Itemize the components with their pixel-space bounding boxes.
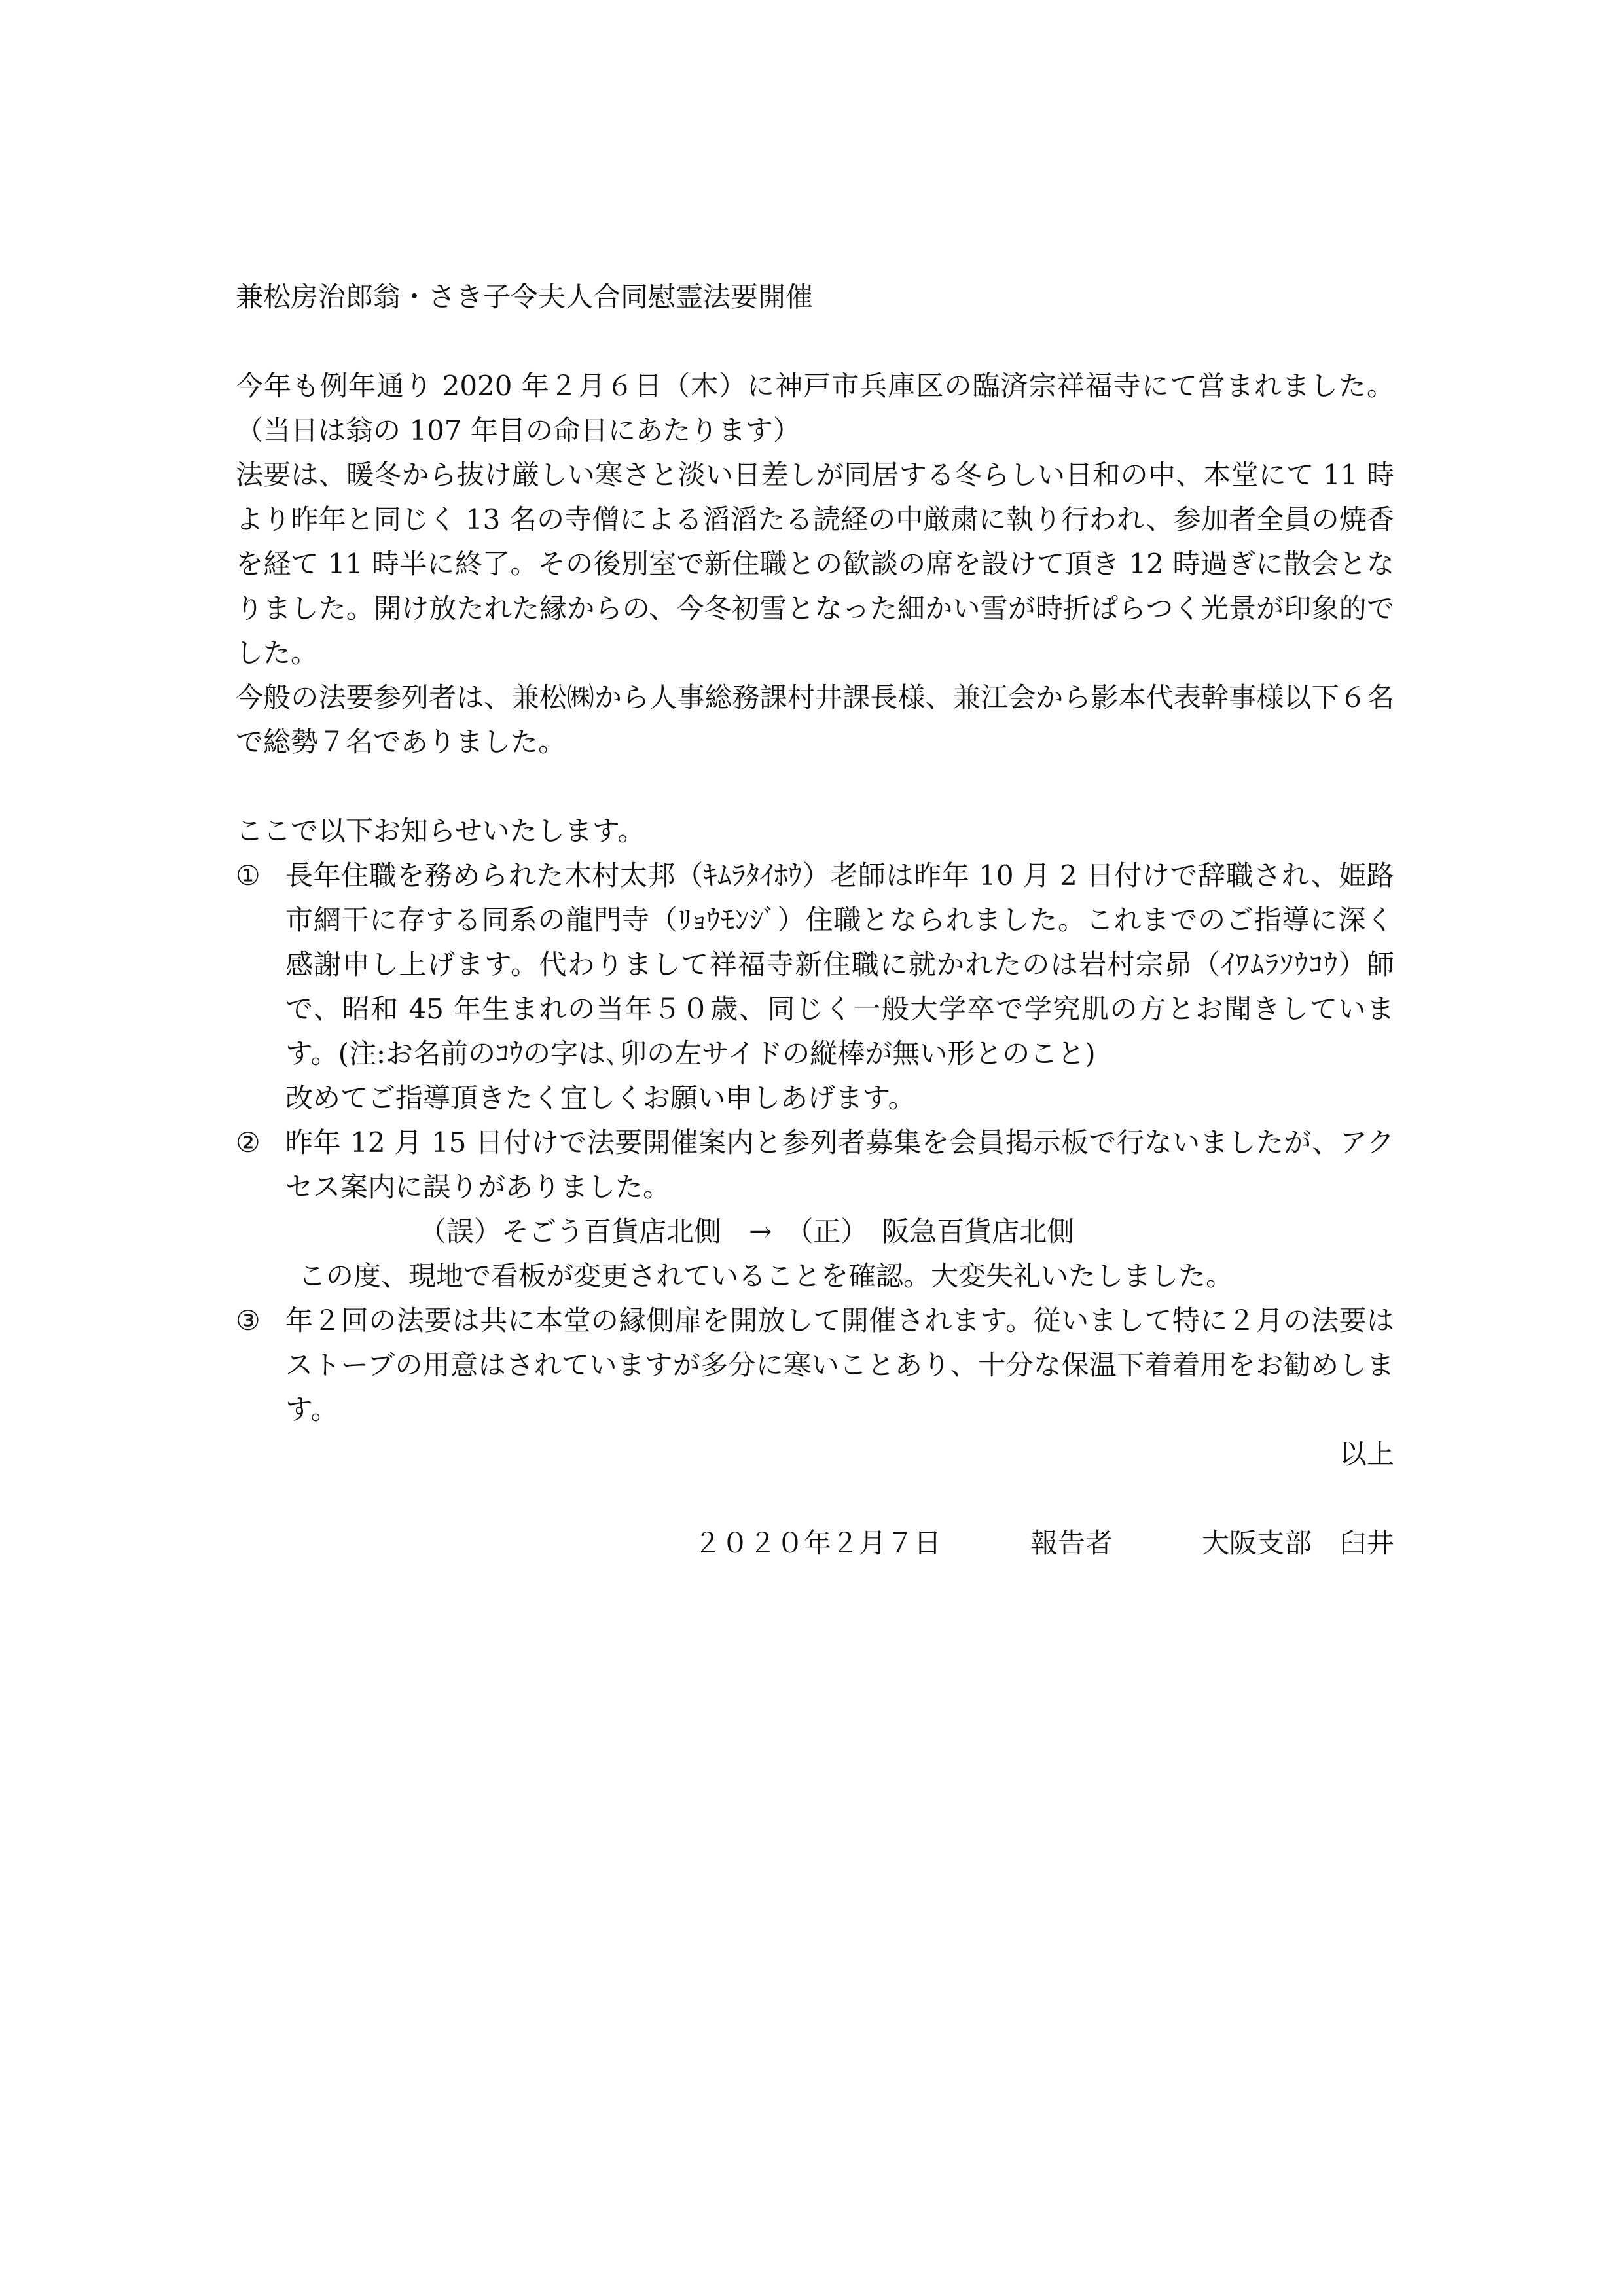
notice-number: ① <box>236 859 261 891</box>
notice-item-2 <box>236 1121 1394 1210</box>
reporter-label: 報告者 <box>1030 1527 1113 1559</box>
notice-text: 年２回の法要は共に本堂の縁側扉を開放して開催されます。従いまして特に２月の法要はストーブの用意はされていますが多分に寒いことあり、十分な保温下着着用をお勧めします。 <box>285 1304 1394 1426</box>
notice-number: ③ <box>236 1304 261 1336</box>
signature <box>236 1521 1394 1566</box>
report-paragraph: 今般の法要参列者は、兼松㈱から人事総務課村井課長様、兼江会から影本代表幹事様以下６名で総勢７名でありました。 <box>236 681 1394 758</box>
correction-line: （誤）そごう百貨店北側 → （正） 阪急百貨店北側 <box>419 1215 1075 1247</box>
notice-text: 昨年 12 月 15 日付けで法要開催案内と参列者募集を会員掲示板で行ないましたが、アクセス案内に誤りがありました。 <box>285 1126 1394 1203</box>
reporter-name: 大阪支部 臼井 <box>1201 1527 1394 1559</box>
notice-extra: 改めてご指導頂きたく宜しくお願い申しあげます。 <box>285 1082 916 1114</box>
notice-extra: この度、現地で看板が変更されていることを確認。大変失礼いたしました。 <box>298 1260 1234 1292</box>
notice-intro: ここで以下お知らせいたします。 <box>236 815 645 847</box>
closing-mark: 以上 <box>1339 1438 1394 1470</box>
notice-item-1 <box>236 853 1394 1076</box>
notice-number: ② <box>236 1126 261 1158</box>
report-date: ２０２０年２月７日 <box>693 1527 941 1559</box>
report-paragraph: 今年も例年通り 2020 年２月６日（木）に神戸市兵庫区の臨済宗祥福寺にて営まれました。（当日は翁の 107 年目の命日にあたります） <box>236 370 1394 446</box>
notice-item-3 <box>236 1299 1394 1432</box>
document <box>236 275 1394 1566</box>
document-title: 兼松房治郎翁・さき子令夫人合同慰霊法要開催 <box>236 281 814 313</box>
spacer <box>236 764 1394 809</box>
notice-text: 長年住職を務められた木村太邦（ｷﾑﾗﾀｲﾎｳ）老師は昨年 10 月 2 日付けで辞職され、姫路市網干に存する同系の龍門寺（ﾘｮｳﾓﾝｼﾞ）住職となられました。これまでのご指導に深く感謝申し上げます。代わりまして祥福寺新住職に就かれたのは岩村宗昴（ｲﾜﾑﾗｿｳｺｳ）師で、昭和 45 年生まれの当年５０歳、同じく一般大学卒で学究肌の方とお聞きしています。(注:お名前のｺｳの字は､卯の左サイドの縦棒が無い形とのこと) <box>285 859 1394 1069</box>
report-paragraph: 法要は、暖冬から抜け厳しい寒さと淡い日差しが同居する冬らしい日和の中、本堂にて 11 時より昨年と同じく 13 名の寺僧による滔滔たる読経の中厳粛に執り行われ、参加者全員の焼香を経て 11 時半に終了。その後別室で新住職との歓談の席を設けて頂き 12 時過ぎに散会となりました。開け放たれた縁からの、今冬初雪となった細かい雪が時折ぱらつく光景が印象的でした。 <box>236 459 1394 669</box>
